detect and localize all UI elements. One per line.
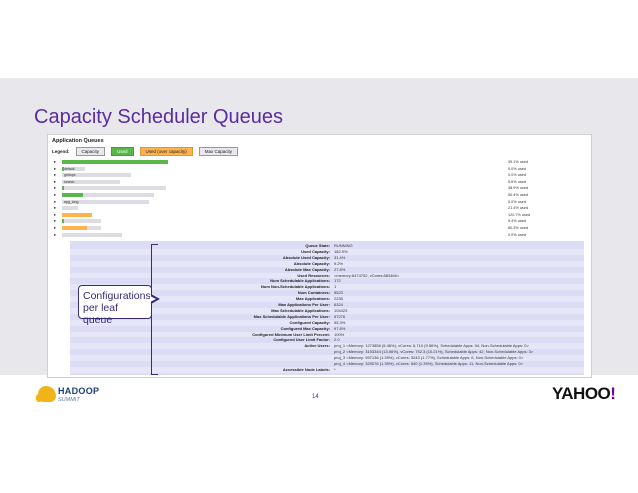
expand-arrow-icon[interactable]: ▸ bbox=[54, 218, 57, 224]
detail-value: 182.9% bbox=[334, 248, 348, 254]
queue-used-percent: 0.0% used bbox=[508, 166, 526, 171]
detail-label: Num Schedulable Applications: bbox=[270, 278, 330, 284]
detail-value: 55.3% bbox=[334, 319, 346, 325]
detail-value: 97.8% bbox=[334, 325, 346, 331]
details-bracket bbox=[151, 244, 158, 375]
detail-label: Used Resources: bbox=[297, 272, 330, 278]
detail-label: Configured Minimum User Limit Percent: bbox=[252, 331, 330, 337]
yahoo-logo bbox=[552, 384, 615, 404]
hadoop-summit-logo bbox=[38, 384, 98, 406]
detail-label: Num Containers: bbox=[297, 290, 330, 296]
detail-label: Configured Max Capacity: bbox=[280, 325, 330, 331]
legend-capacity: Capacity bbox=[76, 147, 106, 156]
expand-arrow-icon[interactable]: ▸ bbox=[54, 165, 57, 171]
hadoop-logo-subtext: SUMMIT bbox=[58, 397, 80, 403]
queue-row[interactable] bbox=[54, 185, 579, 191]
queue-used-percent: 0.0% used bbox=[508, 199, 526, 204]
queue-capacity-bar bbox=[62, 219, 101, 223]
queue-row[interactable] bbox=[54, 205, 579, 211]
queue-name: apg_long bbox=[64, 199, 79, 204]
queue-used-percent: 38.9% used bbox=[508, 186, 529, 191]
queue-used-bar bbox=[62, 160, 168, 164]
detail-value: 9.2% bbox=[334, 260, 344, 266]
detail-value: 2235 bbox=[334, 296, 343, 302]
detail-value: 1 bbox=[334, 284, 337, 290]
expand-arrow-icon[interactable]: ▸ bbox=[54, 205, 57, 211]
detail-value: <memory:6474752, vCores:883466> bbox=[334, 272, 400, 278]
callout-pointer-inner bbox=[150, 296, 156, 302]
detail-label: Queue State: bbox=[305, 243, 330, 248]
queue-used-percent: 39.1% used bbox=[508, 160, 529, 164]
detail-value: 2.0 bbox=[334, 337, 340, 343]
queue-used-bar bbox=[62, 193, 83, 197]
slide-title: Capacity Scheduler Queues bbox=[34, 106, 284, 128]
detail-label: Absolute Max Capacity: bbox=[284, 266, 330, 272]
page-number: 14 bbox=[312, 394, 319, 400]
expand-arrow-icon[interactable]: ▸ bbox=[54, 198, 57, 204]
queue-row[interactable] bbox=[54, 212, 579, 218]
queue-row[interactable] bbox=[54, 179, 579, 185]
expand-arrow-icon[interactable]: ▸ bbox=[54, 185, 57, 191]
application-queues-panel bbox=[47, 134, 592, 378]
detail-label: Active Users: bbox=[304, 343, 330, 349]
queue-capacity-bar bbox=[62, 206, 78, 210]
queue-row[interactable] bbox=[54, 166, 579, 172]
expand-arrow-icon[interactable]: ▸ bbox=[54, 178, 57, 184]
queue-used-percent: 50.4% used bbox=[508, 193, 529, 197]
queue-row[interactable] bbox=[54, 225, 579, 231]
queue-used-percent: 21.4% used bbox=[508, 206, 529, 211]
expand-arrow-icon[interactable]: ▸ bbox=[54, 192, 57, 197]
queue-capacity-bar bbox=[62, 186, 166, 190]
detail-label: Absolute Capacity: bbox=[293, 260, 330, 266]
queue-used-bar bbox=[62, 219, 64, 223]
detail-row bbox=[70, 367, 584, 373]
queue-used-percent: 5.6% used bbox=[508, 179, 526, 184]
detail-label: Max Schedulable Applications Per User: bbox=[253, 313, 330, 319]
detail-value: 5523 bbox=[334, 290, 343, 296]
queue-name: default bbox=[64, 166, 75, 171]
detail-label: Configured User Limit Factor: bbox=[273, 337, 330, 343]
queue-used-percent: 0.0% used bbox=[508, 232, 526, 237]
queue-used-percent: 120.7% used bbox=[508, 212, 531, 217]
detail-value: proj_1 <Memory: 1273856 (5.48%), vCores: 6,710 (9.56%), Schedulable Apps: 94, Non-Schedulable Apps: 0> bbox=[334, 343, 529, 349]
detail-label: Num Non-Schedulable Applications: bbox=[261, 284, 330, 290]
detail-label: Absolute Used Capacity: bbox=[282, 254, 330, 260]
detail-value: 104423 bbox=[334, 307, 348, 313]
queue-name: gridops bbox=[64, 173, 76, 178]
detail-label: Configured Capacity: bbox=[289, 319, 330, 325]
legend bbox=[52, 147, 244, 155]
queue-row[interactable] bbox=[54, 159, 579, 165]
detail-value: 31.4% bbox=[334, 254, 346, 260]
detail-value: proj_3 <Memory: 997136 (1.39%), vCores: 3243 (1.77%), Schedulable Apps: 6, Non-Schedulable Apps: 0> bbox=[334, 355, 524, 361]
detail-value: 57276 bbox=[334, 313, 346, 319]
queue-row[interactable] bbox=[54, 218, 579, 224]
legend-used-over-capacity: Used (over capacity) bbox=[140, 147, 193, 156]
detail-label: Max Applications: bbox=[295, 296, 330, 302]
expand-arrow-icon[interactable]: ▸ bbox=[54, 172, 57, 178]
queue-used-bar bbox=[62, 186, 64, 190]
expand-arrow-icon[interactable]: ▸ bbox=[54, 225, 57, 230]
expand-arrow-icon[interactable]: ▸ bbox=[54, 231, 57, 237]
detail-label: Used Capacity: bbox=[301, 248, 330, 254]
legend-max-capacity: Max Capacity bbox=[199, 147, 238, 156]
detail-value: RUNNING bbox=[334, 243, 353, 248]
queue-row[interactable] bbox=[54, 232, 579, 238]
detail-label: Accessible Node Labels: bbox=[282, 366, 330, 372]
detail-value: * bbox=[334, 366, 336, 372]
queue-used-bar bbox=[62, 226, 87, 230]
panel-title: Application Queues bbox=[52, 138, 104, 144]
detail-value: proj_2 <Memory: 3153344 (13.56%), vCores: 752.3 (10.21%), Schedulable Apps: 42, Non-Schedulable Apps: 3> bbox=[334, 349, 534, 355]
queue-used-bar bbox=[62, 213, 92, 217]
queue-capacity-bar bbox=[62, 233, 122, 237]
legend-label: Legend: bbox=[52, 148, 70, 154]
elephant-trunk bbox=[36, 394, 42, 402]
detail-value: 6324 bbox=[334, 302, 343, 307]
hadoop-logo-text: HADOOP bbox=[58, 386, 100, 396]
callout-box: Configurations per leaf queue bbox=[78, 285, 152, 319]
detail-label: Max Applications Per User: bbox=[278, 302, 330, 307]
detail-value: 100% bbox=[334, 331, 345, 337]
queue-row[interactable] bbox=[54, 172, 579, 178]
expand-arrow-icon[interactable]: ▸ bbox=[54, 159, 57, 164]
queue-used-percent: 9.4% used bbox=[508, 219, 526, 224]
queue-used-percent: 0.0% used bbox=[508, 173, 526, 178]
detail-value: 172 bbox=[334, 278, 341, 284]
legend-used: Used bbox=[111, 147, 134, 156]
queue-row[interactable] bbox=[54, 199, 579, 205]
detail-value: 27.8% bbox=[334, 266, 346, 272]
detail-label: Max Schedulable Applications: bbox=[271, 307, 330, 313]
queue-row[interactable] bbox=[54, 192, 579, 198]
expand-arrow-icon[interactable]: ▸ bbox=[54, 211, 57, 217]
queue-name: search bbox=[64, 179, 75, 184]
yahoo-logo-exclamation: ! bbox=[610, 384, 616, 403]
yahoo-logo-text: YAHOO bbox=[552, 384, 611, 403]
queue-used-percent: 80.3% used bbox=[508, 226, 529, 230]
detail-value: proj_4 <Memory: 329076 (1.39%), vCores: 540 (1.39%), Schedulable Apps: 11, Non-Schedulable Apps: 0> bbox=[334, 361, 523, 366]
